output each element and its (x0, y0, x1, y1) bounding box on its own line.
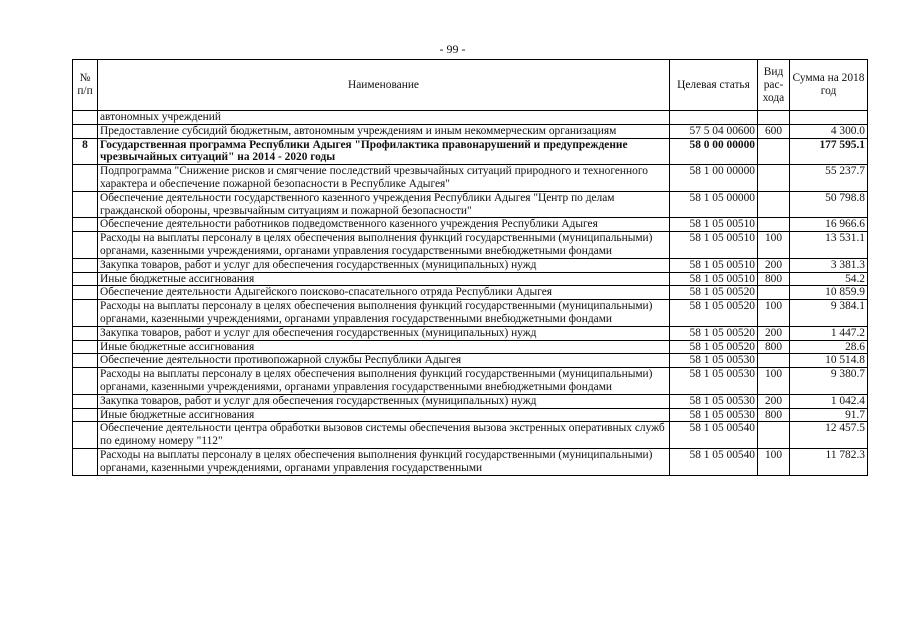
table-row (73, 272, 868, 286)
cell-code: 58 1 05 00520 (670, 340, 758, 354)
cell-type (758, 218, 790, 232)
cell-code: 58 1 05 00520 (670, 300, 758, 327)
cell-name: Обеспечение деятельности противопожарной службы Республики Адыгея (98, 354, 670, 368)
cell-type (758, 354, 790, 368)
cell-sum: 50 798.8 (790, 191, 868, 218)
cell-name: автономных учреждений (98, 111, 670, 125)
cell-num (73, 408, 98, 422)
cell-sum (790, 111, 868, 125)
table-row (73, 258, 868, 272)
cell-name: Расходы на выплаты персоналу в целях обеспечения выполнения функций государственными (муниципальными) органами, казенными учреждениями, органами управления государственными (98, 448, 670, 475)
cell-num (73, 340, 98, 354)
table-row (73, 408, 868, 422)
cell-code: 58 1 05 00520 (670, 286, 758, 300)
cell-sum: 91.7 (790, 408, 868, 422)
table-row (73, 218, 868, 232)
cell-name: Закупка товаров, работ и услуг для обеспечения государственных (муниципальных) нужд (98, 394, 670, 408)
cell-sum: 55 237.7 (790, 165, 868, 192)
cell-name: Расходы на выплаты персоналу в целях обеспечения выполнения функций государственными (муниципальными) органами, казенными учреждениями, органами управления государственными внебюджетными фондами (98, 300, 670, 327)
header-code: Целевая статья (670, 60, 758, 111)
cell-name: Расходы на выплаты персоналу в целях обеспечения выполнения функций государственными (муниципальными) органами, казенными учреждениями, органами управления государственными внебюджетными фондами (98, 232, 670, 259)
header-sum: Сумма на 2018 год (790, 60, 868, 111)
table-row (73, 326, 868, 340)
cell-sum: 13 531.1 (790, 232, 868, 259)
cell-code (670, 111, 758, 125)
cell-sum: 10 514.8 (790, 354, 868, 368)
table-row (73, 368, 868, 395)
table-row (73, 422, 868, 449)
cell-type: 800 (758, 272, 790, 286)
page-number: - 99 - (439, 42, 466, 56)
cell-code: 58 1 05 00530 (670, 408, 758, 422)
cell-type: 200 (758, 326, 790, 340)
cell-name: Обеспечение деятельности центра обработки вызовов системы обеспечения вызова экстренных оперативных служб по единому номеру "112" (98, 422, 670, 449)
cell-code: 58 1 05 00000 (670, 191, 758, 218)
table-row (73, 394, 868, 408)
table-row (73, 232, 868, 259)
cell-type: 200 (758, 258, 790, 272)
cell-code: 58 0 00 00000 (670, 138, 758, 165)
cell-code: 58 1 05 00510 (670, 232, 758, 259)
cell-code: 58 1 05 00540 (670, 448, 758, 475)
cell-sum: 11 782.3 (790, 448, 868, 475)
cell-sum: 3 381.3 (790, 258, 868, 272)
cell-name: Предоставление субсидий бюджетным, автономным учреждениям и иным некоммерческим организациям (98, 124, 670, 138)
cell-name: Обеспечение деятельности Адыгейского поисково-спасательного отряда Республики Адыгея (98, 286, 670, 300)
cell-sum: 9 380.7 (790, 368, 868, 395)
cell-num (73, 258, 98, 272)
header-num: № п/п (73, 60, 98, 111)
cell-num (73, 191, 98, 218)
cell-num (73, 165, 98, 192)
cell-sum: 10 859.9 (790, 286, 868, 300)
cell-num (73, 300, 98, 327)
cell-code: 58 1 05 00540 (670, 422, 758, 449)
table-row (73, 340, 868, 354)
header-name: Наименование (98, 60, 670, 111)
table-row (73, 191, 868, 218)
cell-code: 58 1 05 00510 (670, 218, 758, 232)
cell-code: 58 1 05 00530 (670, 368, 758, 395)
cell-num: 8 (73, 138, 98, 165)
cell-type: 100 (758, 300, 790, 327)
table-row (73, 165, 868, 192)
table-row (73, 124, 868, 138)
cell-type: 600 (758, 124, 790, 138)
cell-num (73, 354, 98, 368)
cell-type (758, 111, 790, 125)
table-row (73, 354, 868, 368)
cell-code: 58 1 05 00530 (670, 394, 758, 408)
cell-num (73, 286, 98, 300)
table-row (73, 286, 868, 300)
cell-num (73, 232, 98, 259)
table-row (73, 300, 868, 327)
cell-code: 57 5 04 00600 (670, 124, 758, 138)
cell-num (73, 124, 98, 138)
table-row (73, 111, 868, 125)
cell-type: 100 (758, 368, 790, 395)
cell-type: 100 (758, 232, 790, 259)
cell-num (73, 218, 98, 232)
cell-name: Подпрограмма "Снижение рисков и смягчение последствий чрезвычайных ситуаций природного и техногенного характера и обеспечение пожарной безопасности в Республике Адыгея" (98, 165, 670, 192)
cell-name: Иные бюджетные ассигнования (98, 340, 670, 354)
cell-num (73, 111, 98, 125)
cell-name: Обеспечение деятельности работников подведомственного казенного учреждения Республики Адыгея (98, 218, 670, 232)
cell-sum: 16 966.6 (790, 218, 868, 232)
cell-type (758, 286, 790, 300)
cell-sum: 28.6 (790, 340, 868, 354)
cell-sum: 12 457.5 (790, 422, 868, 449)
cell-name: Закупка товаров, работ и услуг для обеспечения государственных (муниципальных) нужд (98, 258, 670, 272)
table-row (73, 138, 868, 165)
header-type: Вид рас-хода (758, 60, 790, 111)
cell-sum: 1 447.2 (790, 326, 868, 340)
cell-name: Иные бюджетные ассигнования (98, 408, 670, 422)
budget-table (72, 59, 868, 476)
cell-name: Иные бюджетные ассигнования (98, 272, 670, 286)
cell-type: 800 (758, 408, 790, 422)
cell-name: Закупка товаров, работ и услуг для обеспечения государственных (муниципальных) нужд (98, 326, 670, 340)
cell-sum: 1 042.4 (790, 394, 868, 408)
cell-num (73, 368, 98, 395)
cell-type: 800 (758, 340, 790, 354)
cell-num (73, 422, 98, 449)
cell-sum: 4 300.0 (790, 124, 868, 138)
cell-num (73, 448, 98, 475)
cell-type (758, 191, 790, 218)
cell-sum: 54.2 (790, 272, 868, 286)
cell-code: 58 1 05 00520 (670, 326, 758, 340)
cell-name: Государственная программа Республики Адыгея "Профилактика правонарушений и предупреждение чрезвычайных ситуаций" на 2014 - 2020 годы (98, 138, 670, 165)
cell-num (73, 394, 98, 408)
table-row (73, 448, 868, 475)
cell-sum: 177 595.1 (790, 138, 868, 165)
cell-num (73, 326, 98, 340)
cell-num (73, 272, 98, 286)
cell-code: 58 1 05 00510 (670, 258, 758, 272)
cell-type: 200 (758, 394, 790, 408)
cell-name: Расходы на выплаты персоналу в целях обеспечения выполнения функций государственными (муниципальными) органами, казенными учреждениями, органами управления государственными внебюджетными фондами (98, 368, 670, 395)
cell-code: 58 1 05 00530 (670, 354, 758, 368)
table-header-row (73, 60, 868, 111)
cell-code: 58 1 00 00000 (670, 165, 758, 192)
cell-name: Обеспечение деятельности государственного казенного учреждения Республики Адыгея "Центр по делам гражданской обороны, чрезвычайным ситуациям и пожарной безопасности" (98, 191, 670, 218)
cell-type (758, 422, 790, 449)
cell-type (758, 165, 790, 192)
cell-type: 100 (758, 448, 790, 475)
cell-type (758, 138, 790, 165)
cell-sum: 9 384.1 (790, 300, 868, 327)
cell-code: 58 1 05 00510 (670, 272, 758, 286)
